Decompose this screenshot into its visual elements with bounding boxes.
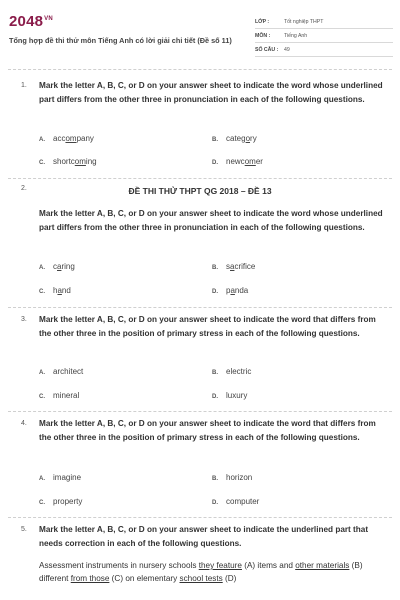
- option-c[interactable]: [39, 497, 82, 506]
- underlined-part: a: [57, 286, 62, 295]
- option-text: property: [53, 497, 83, 506]
- option-letter: A.: [39, 137, 45, 143]
- option-letter: A.: [39, 370, 45, 376]
- option-text: h: [53, 286, 58, 295]
- option-text: architect: [53, 367, 84, 376]
- option-letter: C.: [39, 394, 45, 400]
- option-text: ry: [250, 134, 257, 143]
- meta-row-subject: [255, 30, 393, 43]
- underlined-part-c[interactable]: from those: [70, 574, 110, 583]
- section-heading: ĐỀ THI THỬ THPT QG 2018 – ĐỀ 13: [128, 186, 272, 196]
- option-letter: A.: [39, 265, 45, 271]
- option-letter: D.: [212, 394, 218, 400]
- meta-row-count: [255, 44, 393, 57]
- option-letter: B.: [212, 370, 218, 376]
- option-text: crifice: [234, 262, 256, 271]
- exam-title: Tổng hợp đề thi thử môn Tiếng Anh có lời giải chi tiết (Đề số 11): [9, 36, 232, 45]
- option-text: pany: [76, 134, 94, 143]
- error-sentence: [39, 559, 369, 585]
- divider: [8, 517, 392, 518]
- option-d[interactable]: [212, 286, 248, 295]
- meta-value: Tốt nghiệp THPT: [284, 19, 324, 25]
- option-letter: B.: [212, 137, 218, 143]
- meta-key: SỐ CÂU :: [255, 47, 279, 53]
- option-text: ing: [85, 157, 97, 166]
- option-text: nd: [61, 286, 71, 295]
- option-text: s: [226, 262, 230, 271]
- question-stem: Mark the letter A, B, C, or D on your answer sheet to indicate the word that differs from the other three in the position of primary stress in each of the following questions.: [39, 315, 376, 338]
- underlined-part: o: [245, 134, 251, 143]
- underlined-part-a[interactable]: they feature: [198, 561, 242, 570]
- option-text: acc: [53, 134, 66, 143]
- page-header: [0, 0, 400, 66]
- question-stem: Mark the letter A, B, C, or D on your answer sheet to indicate the underlined part that needs correction in each of the following questions.: [39, 525, 369, 548]
- meta-key: MÔN :: [255, 33, 271, 39]
- option-text: categ: [226, 134, 246, 143]
- question-stem: Mark the letter A, B, C, or D on your answer sheet to indicate the word that differs from the other three in the position of primary stress in each of the following questions.: [39, 419, 376, 442]
- option-text: p: [226, 286, 231, 295]
- option-c[interactable]: [39, 391, 79, 400]
- option-letter: B.: [212, 265, 218, 271]
- option-text: luxury: [226, 391, 248, 400]
- question-stem: Mark the letter A, B, C, or D on your answer sheet to indicate the word whose underlined part differs from the other three in pronunciation in each of the following questions.: [39, 81, 383, 104]
- option-a[interactable]: [39, 473, 81, 482]
- option-text: shortc: [53, 157, 75, 166]
- question-number: 3.: [21, 316, 27, 323]
- meta-key: LỚP :: [255, 19, 270, 25]
- option-letter: C.: [39, 160, 45, 166]
- option-b[interactable]: [212, 134, 257, 143]
- option-d[interactable]: [212, 391, 247, 400]
- question-number: 1.: [21, 82, 27, 89]
- logo-suffix: VN: [44, 16, 53, 22]
- site-logo[interactable]: [9, 13, 53, 30]
- sentence-text: Assessment instruments in nursery schools: [39, 561, 199, 570]
- option-text: computer: [226, 497, 260, 506]
- underlined-part: om: [65, 134, 77, 143]
- option-a[interactable]: [39, 367, 83, 376]
- question-number: 4.: [21, 420, 27, 427]
- option-text: newc: [226, 157, 245, 166]
- option-letter: C.: [39, 500, 45, 506]
- underlined-part: a: [230, 262, 235, 271]
- option-text: electric: [226, 367, 252, 376]
- underlined-part: om: [74, 157, 86, 166]
- option-b[interactable]: [212, 262, 255, 271]
- option-letter: B.: [212, 476, 218, 482]
- option-a[interactable]: [39, 262, 75, 271]
- option-letter: D.: [212, 289, 218, 295]
- option-letter: C.: [39, 289, 45, 295]
- option-text: nda: [234, 286, 249, 295]
- sentence-text: (B) different: [39, 561, 363, 583]
- question-stem: Mark the letter A, B, C, or D on your answer sheet to indicate the word whose underlined part differs from the other three in pronunciation in each of the following questions.: [39, 209, 383, 232]
- meta-value: 49: [284, 47, 290, 53]
- question-number: 2.: [21, 185, 27, 192]
- sentence-text: (C) on elementary: [109, 574, 180, 583]
- option-text: er: [255, 157, 263, 166]
- logo-text: 2048: [9, 13, 44, 30]
- option-d[interactable]: [212, 497, 259, 506]
- option-b[interactable]: [212, 367, 251, 376]
- meta-value: Tiếng Anh: [284, 33, 308, 39]
- option-text: horizon: [226, 473, 253, 482]
- underlined-part: a: [230, 286, 235, 295]
- question-number: 5.: [21, 526, 27, 533]
- option-letter: D.: [212, 500, 218, 506]
- underlined-part: om: [244, 157, 256, 166]
- option-b[interactable]: [212, 473, 252, 482]
- underlined-part-d[interactable]: school tests: [179, 574, 223, 583]
- option-text: imagine: [53, 473, 82, 482]
- underlined-part: a: [57, 262, 62, 271]
- meta-row-class: [255, 16, 393, 29]
- option-text: mineral: [53, 391, 80, 400]
- sentence-text: (D): [222, 574, 237, 583]
- option-c[interactable]: [39, 157, 97, 166]
- option-letter: D.: [212, 160, 218, 166]
- option-text: c: [53, 262, 57, 271]
- option-c[interactable]: [39, 286, 71, 295]
- option-d[interactable]: [212, 157, 263, 166]
- option-letter: A.: [39, 476, 45, 482]
- option-a[interactable]: [39, 134, 94, 143]
- divider: [8, 178, 392, 179]
- sentence-text: (A) items and: [241, 561, 296, 570]
- divider: [8, 69, 392, 70]
- divider: [8, 307, 392, 308]
- divider: [8, 411, 392, 412]
- option-text: ring: [61, 262, 75, 271]
- underlined-part-b[interactable]: other materials: [295, 561, 350, 570]
